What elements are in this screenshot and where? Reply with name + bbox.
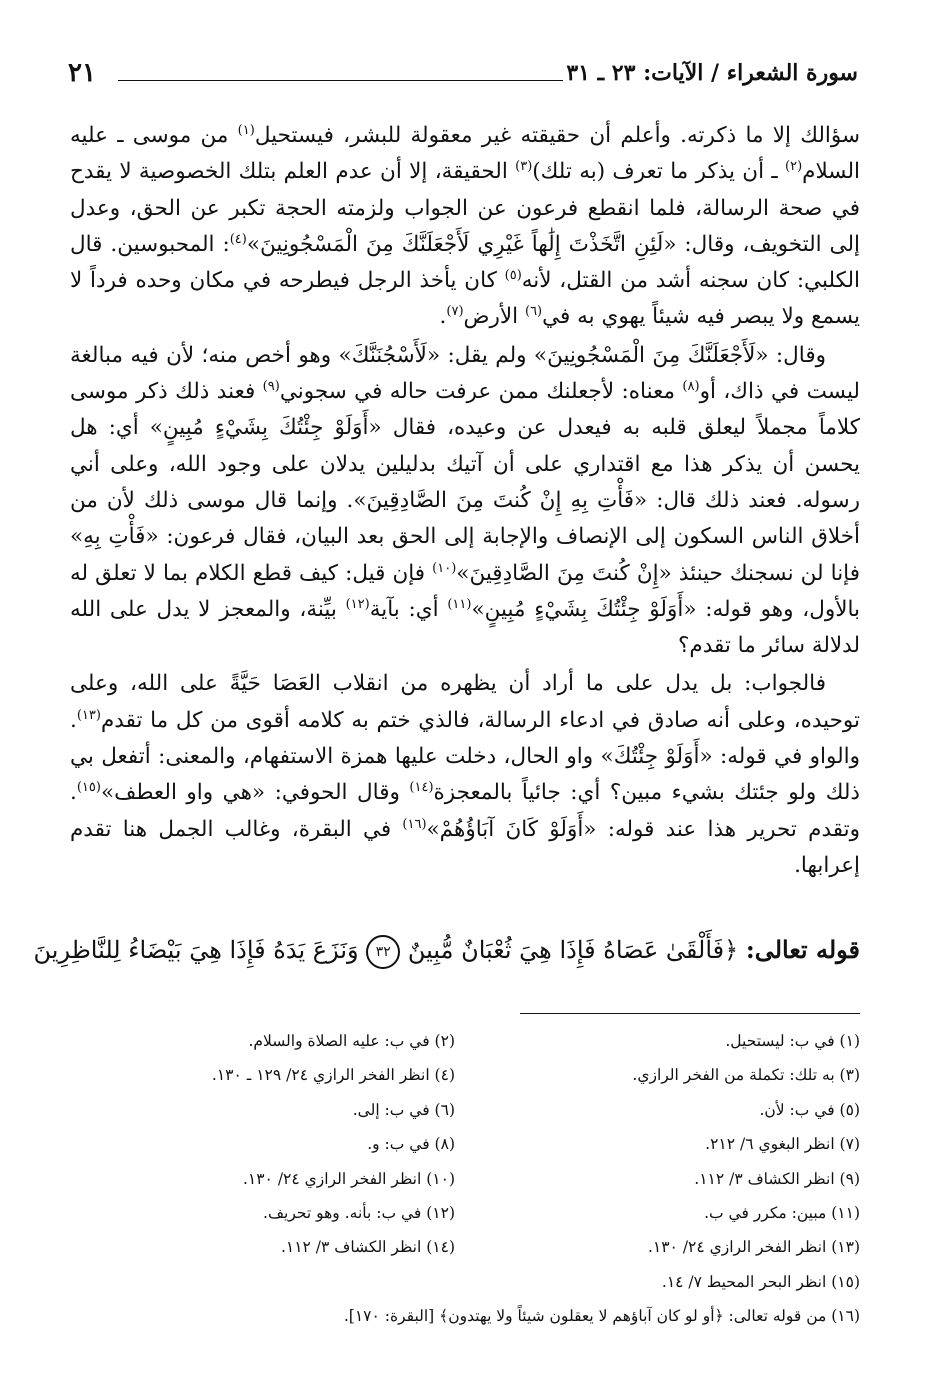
- footnote-12: (١٢) في ب: بأنه. وهو تحريف.: [263, 1203, 455, 1222]
- main-text: [70, 118, 860, 884]
- header-rule: [118, 80, 563, 81]
- quran-verse: [33, 928, 860, 972]
- footnote-9: (٩) انظر الكشاف ٣/ ١١٢.: [694, 1169, 860, 1188]
- footnote-ref[interactable]: (١٣): [76, 707, 101, 723]
- footnote-ref[interactable]: (٥): [504, 268, 522, 284]
- footnote-15: (١٥) انظر البحر المحيط ٧/ ١٤.: [661, 1272, 860, 1291]
- footnote-ref[interactable]: (١١): [447, 596, 472, 612]
- footnotes: [70, 1024, 860, 1334]
- footnote-ref[interactable]: (١٥): [76, 780, 101, 796]
- footnote-6: (٦) في ب: إلى.: [352, 1100, 455, 1119]
- footnote-ref[interactable]: (٨): [682, 378, 700, 394]
- footnote-ref[interactable]: (١٠): [432, 560, 457, 576]
- verse-lead: قوله تعالى:: [745, 935, 860, 964]
- footnote-4: (٤) انظر الفخر الرازي ٢٤/ ١٢٩ ـ ١٣٠.: [211, 1066, 455, 1085]
- ayah-number-marker: ٣٢: [366, 935, 400, 969]
- footnote-grid: [70, 1024, 860, 1334]
- footnote-13: (١٣) انظر الفخر الرازي ٢٤/ ١٣٠.: [647, 1238, 860, 1257]
- page-header: [68, 58, 858, 88]
- footnote-ref[interactable]: (٦): [524, 304, 543, 320]
- footnote-ref[interactable]: (١٦): [402, 816, 427, 832]
- footnote-11: (١١) مبين: مكرر في ب.: [704, 1203, 860, 1222]
- footnote-ref[interactable]: (٣): [515, 159, 533, 175]
- paragraph-3: فالجواب: بل يدل على ما أراد أن يظهره من انقلاب العَصَا حَيَّةً على الله، وعلى توحيده، وعلى أنه صادق في ادعاء الرسالة، فالذي ختم به كلامه أقوى من كل ما تقدم$^{(١٣)}$. والواو في قوله: «أَوَلَوْ جِئْتُكَ» واو الحال، دخلت عليها همزة الاستفهام، والمعنى: أتفعل بي ذلك ولو جئتك بشيء مبين؟ أي: جائياً بالمعجزة$^{(١٤)}$ وقال الحوفي: «هي واو العطف»$^{(١٥)}$. وتقدم تحرير هذا عند قوله: «أَوَلَوْ كَانَ آبَاؤُهُمْ»$^{(١٦)}$ في البقرة، وغالب الجمل هنا تقدم إعرابها.: [70, 671, 860, 878]
- footnote-3: (٣) به تلك: تكملة من الفخر الرازي.: [632, 1066, 860, 1085]
- footnote-separator: [520, 1013, 860, 1014]
- paragraph-1: سؤالك إلا ما ذكرته. وأعلم أن حقيقته غير معقولة للبشر، فيستحيل$^{(١)}$ من موسى ـ عليه السلام$^{(٢)}$ ـ أن يذكر ما تعرف (به تلك)$^{(٣)}$ الحقيقة، إلا أن عدم العلم بتلك الخصوصية لا يقدح في صحة الرسالة، فلما انقطع فرعون عن الجواب ولزمته الحجة تكبر عن الحق، وعدل إلى التخويف، وقال: «لَئِنِ اتَّخَذْتَ إِلَٰهاً غَيْرِي لَأَجْعَلَنَّكَ مِنَ الْمَسْجُونِينَ»$^{(٤)}$: المحبوسين. قال الكلبي: كان سجنه أشد من القتل، لأنه$^{(٥)}$ كان يأخذ الرجل فيطرحه في مكان وحده فرداً لا يسمع ولا يبصر فيه شيئاً يهوي به في$^{(٦)}$ الأرض$^{(٧)}$.: [70, 122, 860, 330]
- footnote-1: (١) في ب: ليستحيل.: [725, 1032, 860, 1050]
- footnote-ref[interactable]: (١٢): [345, 596, 370, 612]
- footnote-7: (٧) انظر البغوي ٦/ ٢١٢.: [705, 1135, 860, 1154]
- verse-text-a: ﴿فَأَلْقَىٰ عَصَاهُ فَإِذَا هِيَ ثُعْبَانٌ مُّبِينٌ: [407, 936, 739, 964]
- footnote-ref[interactable]: (١٤): [409, 780, 434, 796]
- footnote-ref[interactable]: (١): [237, 122, 255, 138]
- paragraph-2: وقال: «لَأَجْعَلَنَّكَ مِنَ الْمَسْجُونِينَ» ولم يقل: «لَأَسْجُنَنَّكَ» وهو أخص منه؛ لأن فيه مبالغة ليست في ذاك، أو$^{(٨)}$ معناه: لأجعلنك ممن عرفت حاله في سجوني$^{(٩)}$ فعند ذلك ذكر موسى كلاماً مجملاً ليعلق قلبه به فيعدل عن وعيده، فقال «أَوَلَوْ جِئْتُكَ بِشَيْءٍ مُبِينٍ» أي: هل يحسن أن يذكر هذا مع اقتداري على أن آتيك بدليلين يدلان على وجود الله، وعلى أني رسوله. فعند ذلك قال: «فَأْتِ بِهِ إِنْ كُنتَ مِنَ الصَّادِقِينَ». وإنما قال موسى ذلك لأن من أخلاق الناس السكون إلى الإنصاف والإجابة إلى الحق بعد البيان، فقال فرعون: «فَأْتِ بِهِ» فإنا لن نسجنك حينئذ «إِنْ كُنتَ مِنَ الصَّادِقِينَ»$^{(١٠)}$ فإن قيل: كيف قطع الكلام بما لا تعلق له بالأول، وهو قوله: «أَوَلَوْ جِئْتُكَ بِشَيْءٍ مُبِينٍ»$^{(١١)}$ أي: بآية$^{(١٢)}$ بيِّنة، والمعجز لا يدل على الله لدلالة سائر ما تقدم؟: [70, 342, 861, 659]
- footnote-ref[interactable]: (٢): [785, 159, 803, 175]
- footnote-5: (٥) في ب: لأن.: [759, 1100, 860, 1119]
- footnote-16: (١٦) من قوله تعالى: ﴿أو لو كان آباؤهم لا يعقلون شيئاً ولا يهتدون﴾ [البقرة: ١٧٠].: [343, 1307, 860, 1326]
- page-number: ٢١: [68, 58, 96, 88]
- footnote-10: (١٠) انظر الفخر الرازي ٢٤/ ١٣٠.: [242, 1169, 455, 1188]
- running-title: سورة الشعراء / الآيات: ٢٣ ـ ٣١: [566, 60, 858, 86]
- footnote-8: (٨) في ب: و.: [367, 1135, 455, 1154]
- footnote-ref[interactable]: (٧): [446, 304, 464, 320]
- footnote-14: (١٤) انظر الكشاف ٣/ ١١٢.: [280, 1238, 455, 1257]
- footnote-ref[interactable]: (٩): [262, 378, 280, 394]
- footnote-2: (٢) في ب: عليه الصلاة والسلام.: [248, 1032, 455, 1050]
- verse-text-b: وَنَزَعَ يَدَهُ فَإِذَا هِيَ بَيْضَاءُ لِلنَّاظِرِينَ: [33, 936, 359, 964]
- footnote-ref[interactable]: (٤): [229, 231, 247, 247]
